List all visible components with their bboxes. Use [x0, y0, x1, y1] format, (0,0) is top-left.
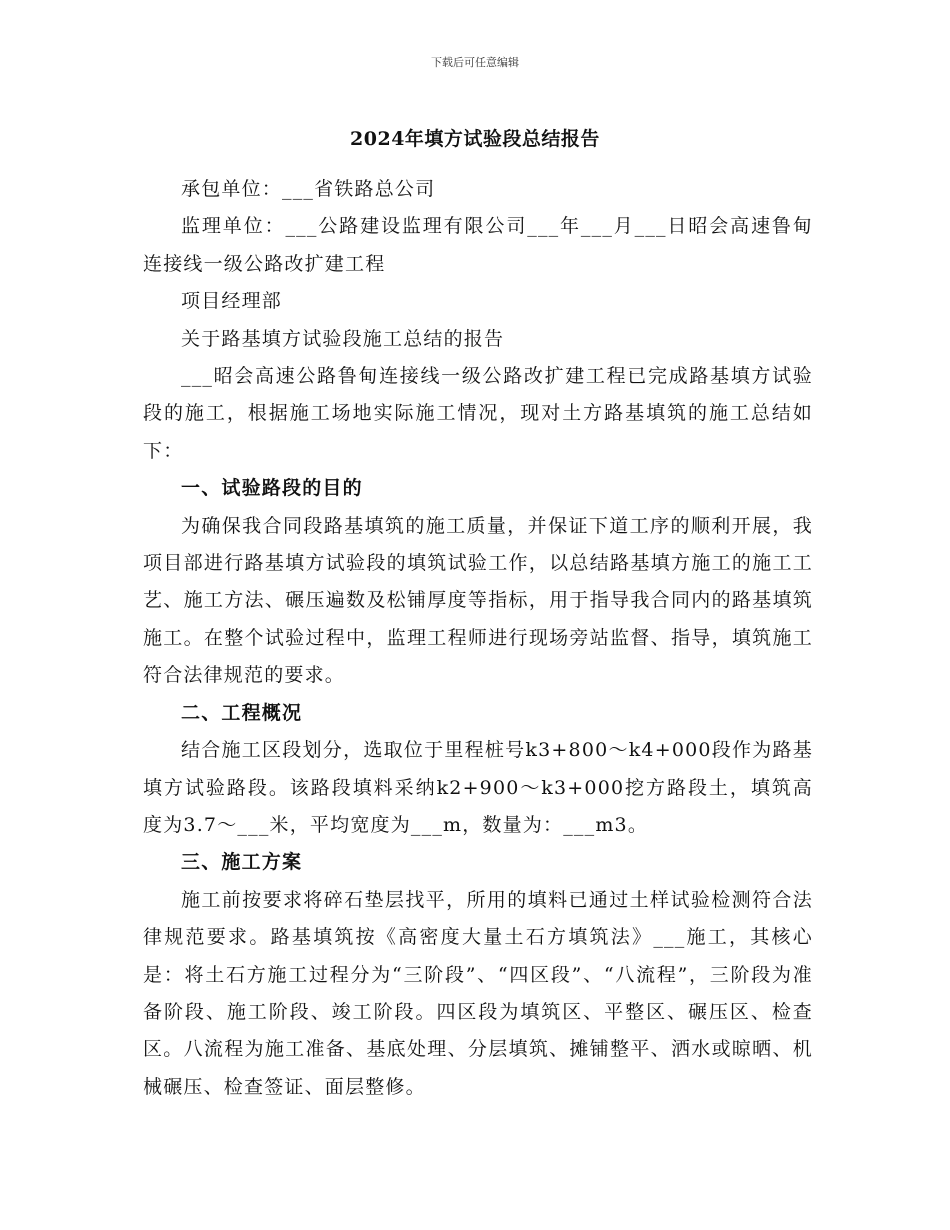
- section-heading-3: 三、施工方案: [181, 851, 303, 874]
- project-department-line: 项目经理部: [181, 290, 283, 313]
- section-3-paragraph: 施工前按要求将碎石垫层找平，所用的填料已通过土样试验检测符合法律规范要求。路基填筑按《高密度大量土石方填筑法》___施工，其核心是：将土石方施工过程分为“三阶段”、“四区段”、“八流程”，三阶段为准备阶段、施工阶段、竣工阶段。四区段为填筑区、平整区、碾压区、检查区。八流程为施工准备、基底处理、分层填筑、摊铺整平、洒水或晾晒、机械碾压、检查签证、面层整修。: [143, 888, 813, 1098]
- supervisor-line: 监理单位：___公路建设监理有限公司___年___月___日昭会高速鲁甸连接线一级公路改扩建工程: [143, 215, 813, 275]
- document-title: 2024年填方试验段总结报告: [350, 128, 600, 150]
- page-header-note: 下载后可任意编辑: [431, 56, 519, 69]
- section-2-paragraph: 结合施工区段划分，选取位于里程桩号k3+800～k4+000段作为路基填方试验路段。该路段填料采纳k2+900～k3+000挖方路段土，填筑高度为3.7～___米，平均宽度为___m，数量为：___m3。: [143, 739, 813, 836]
- contractor-line: 承包单位：___省铁路总公司: [181, 178, 436, 200]
- intro-paragraph: ___昭会高速公路鲁甸连接线一级公路改扩建工程已完成路基填方试验段的施工，根据施工场地实际施工情况，现对土方路基填筑的施工总结如下：: [143, 365, 813, 462]
- section-1-paragraph: 为确保我合同段路基填筑的施工质量，并保证下道工序的顺利开展，我项目部进行路基填方试验段的填筑试验工作，以总结路基填方施工的施工工艺、施工方法、碾压遍数及松铺厚度等指标，用于指导我合同内的路基填筑施工。在整个试验过程中，监理工程师进行现场旁站监督、指导，填筑施工符合法律规范的要求。: [143, 514, 813, 687]
- section-heading-2: 二、工程概况: [181, 701, 303, 724]
- section-heading-1: 一、试验路段的目的: [181, 477, 363, 500]
- report-subject-line: 关于路基填方试验段施工总结的报告: [181, 327, 505, 350]
- document-body: [143, 171, 813, 1106]
